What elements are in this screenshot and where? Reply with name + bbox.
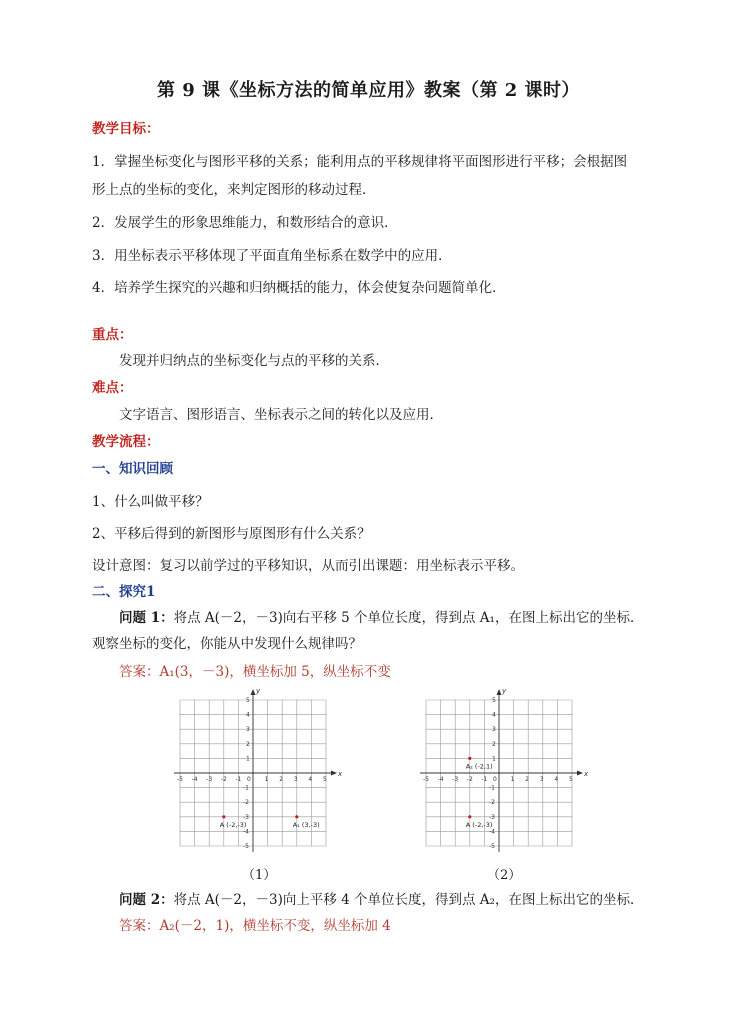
answer2-text: A₂(－2，1)，横坐标不变，纵坐标加 4 [159, 918, 391, 934]
x-tick-label: 0 [493, 776, 497, 783]
y-tick-label: 3 [246, 726, 250, 734]
x-axis-arrow [577, 771, 583, 776]
data-point [295, 815, 298, 818]
x-tick-label: 2 [279, 776, 284, 783]
data-point [468, 757, 471, 760]
x-tick-label: -1 [235, 776, 242, 783]
y-tick-label: 5 [246, 697, 250, 704]
y-tick-label: 5 [492, 697, 496, 704]
y-tick-label: -5 [243, 843, 249, 850]
y-tick-label: -2 [489, 799, 495, 807]
x-axis-arrow [331, 771, 337, 776]
review-question-2: 2、平移后得到的新图形与原图形有什么关系？ [92, 526, 371, 542]
x-tick-label: 2 [525, 776, 530, 783]
goal-line-1: 1．掌握坐标变化与图形平移的关系；能利用点的平移规律将平面图形进行平移；会根据图 [92, 154, 628, 170]
key-heading: 重点： [92, 327, 133, 343]
x-tick-label: 3 [539, 776, 544, 783]
data-point-label: A (-2,-3) [219, 820, 247, 829]
y-tick-label: 2 [492, 740, 496, 748]
x-tick-label: -1 [481, 776, 488, 783]
x-tick-label: 3 [293, 776, 298, 783]
flow-heading: 教学流程： [92, 434, 160, 450]
x-tick-label: -4 [437, 776, 444, 783]
y-tick-label: 4 [492, 711, 496, 719]
y-tick-label: -3 [243, 813, 249, 821]
answer2 [119, 916, 391, 936]
answer2-label: 答案： [119, 918, 160, 934]
data-point [222, 815, 225, 818]
y-axis-arrow [251, 689, 256, 695]
x-tick-label: -4 [191, 776, 198, 783]
answer1 [119, 662, 391, 682]
review-question-1: 1、什么叫做平移？ [92, 494, 209, 510]
x-tick-label: 4 [554, 776, 559, 783]
section2-heading: 二、探究1 [92, 584, 156, 600]
y-tick-label: -4 [243, 828, 249, 836]
y-axis-label: y [256, 688, 261, 695]
x-tick-label: -3 [206, 776, 213, 783]
y-tick-label: -4 [489, 828, 495, 836]
x-tick-label: -2 [466, 776, 473, 783]
page-title: 第 9 课《坐标方法的简单应用》教案（第 2 课时） [156, 80, 581, 101]
data-point-label: A₁ (3,-3) [292, 820, 320, 829]
problem2 [119, 890, 643, 910]
x-tick-label: 0 [247, 776, 251, 783]
y-tick-label: 3 [492, 726, 496, 734]
y-tick-label: -2 [243, 799, 249, 807]
data-point-label: A (-2,-3) [465, 820, 493, 829]
difficulty-heading: 难点： [92, 380, 133, 396]
y-tick-label: -5 [489, 843, 495, 850]
y-axis-arrow [497, 689, 502, 695]
x-tick-label: 4 [308, 776, 313, 783]
x-tick-label: 5 [323, 776, 327, 783]
y-tick-label: -1 [243, 784, 249, 792]
y-tick-label: 1 [246, 755, 250, 763]
x-tick-label: 1 [264, 776, 269, 783]
problem1-label: 问题 1： [119, 610, 174, 626]
x-tick-label: -3 [452, 776, 459, 783]
data-point-label: A₂ (-2,1) [465, 762, 493, 771]
key-text: 发现并归纳点的坐标变化与点的平移的关系． [119, 353, 389, 369]
x-axis-label: x [584, 770, 589, 778]
y-tick-label: -1 [489, 784, 495, 792]
goal-line-3: 3．用坐标表示平移体现了平面直角坐标系在数学中的应用． [92, 248, 452, 264]
goals-heading: 教学目标： [92, 121, 160, 137]
problem1-line2: 观察坐标的变化，你能从中发现什么规律吗？ [92, 636, 362, 652]
difficulty-text: 文字语言、图形语言、坐标表示之间的转化以及应用． [119, 407, 443, 423]
data-point [468, 815, 471, 818]
goal-line-4: 4．培养学生探究的兴趣和归纳概括的能力，体会使复杂问题简单化． [92, 280, 506, 296]
x-tick-label: -2 [220, 776, 227, 783]
x-axis-label: x [338, 770, 343, 778]
section1-heading: 一、知识回顾 [92, 461, 173, 477]
x-tick-label: 5 [569, 776, 573, 783]
y-axis-label: y [502, 688, 507, 695]
goal-line-2: 2．发展学生的形象思维能力，和数形结合的意识． [92, 215, 398, 231]
y-tick-label: 1 [492, 755, 496, 763]
coordinate-graph-1 [174, 688, 346, 856]
design-intent: 设计意图：复习以前学过的平移知识，从而引出课题：用坐标表示平移。 [92, 558, 524, 574]
caption-1: （1） [242, 868, 277, 883]
caption-2: （2） [487, 868, 522, 883]
problem1-text: 将点 A(－2，－3)向右平移 5 个单位长度，得到点 A₁，在图上标出它的坐标． [173, 610, 644, 626]
x-tick-label: -5 [423, 776, 429, 783]
y-tick-label: -3 [489, 813, 495, 821]
answer1-text: A₁(3，－3)，横坐标加 5，纵坐标不变 [159, 664, 391, 680]
y-tick-label: 2 [246, 740, 250, 748]
x-tick-label: -5 [177, 776, 183, 783]
x-tick-label: 1 [510, 776, 515, 783]
answer1-label: 答案： [119, 664, 160, 680]
problem2-text: 将点 A(－2，－3)向上平移 4 个单位长度，得到点 A₂，在图上标出它的坐标． [173, 892, 644, 908]
problem2-label: 问题 2： [119, 892, 174, 908]
y-tick-label: 4 [246, 711, 250, 719]
problem1 [119, 608, 643, 628]
goal-line-1b: 形上点的坐标的变化，来判定图形的移动过程． [92, 182, 376, 198]
coordinate-graph-2 [420, 688, 592, 856]
